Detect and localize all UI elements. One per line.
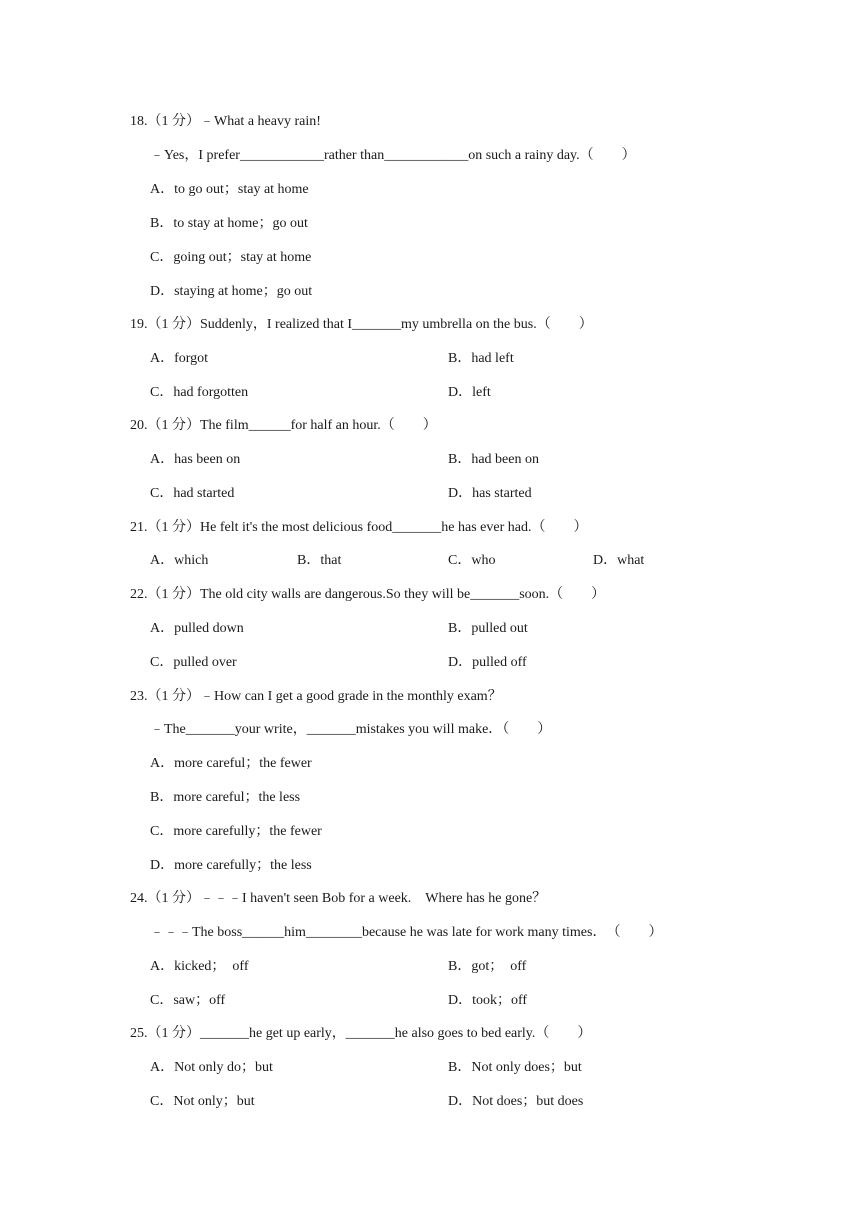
question-25-option-a[interactable]: A．Not only do；but bbox=[150, 1060, 273, 1075]
question-22-stem: 22.（1 分）The old city walls are dangerous.So they will be_______soon.（ ） bbox=[130, 587, 606, 602]
question-20-option-b[interactable]: B．had been on bbox=[448, 452, 539, 467]
question-23-stem: 23.（1 分）﹣How can I get a good grade in the monthly exam？ bbox=[130, 689, 502, 704]
question-25-option-b[interactable]: B．Not only does；but bbox=[448, 1060, 582, 1075]
question-21-option-a[interactable]: A．which bbox=[150, 553, 209, 568]
question-21-option-d[interactable]: D．what bbox=[593, 553, 645, 568]
question-23-option-b[interactable]: B．more careful；the less bbox=[150, 790, 301, 805]
question-23-option-c[interactable]: C．more carefully；the fewer bbox=[150, 824, 322, 839]
question-23-stem-reply: ﹣The_______your write，_______mistakes you will make．（ ） bbox=[150, 722, 552, 737]
question-25-option-c[interactable]: C．Not only；but bbox=[150, 1094, 255, 1109]
question-18-stem: 18.（1 分）﹣What a heavy rain! bbox=[130, 114, 321, 129]
question-23-option-d[interactable]: D．more carefully；the less bbox=[150, 858, 312, 873]
question-24-stem: 24.（1 分）﹣﹣﹣I haven't seen Bob for a week. Where has he gone？ bbox=[130, 891, 547, 906]
question-20-option-d[interactable]: D．has started bbox=[448, 486, 532, 501]
question-19-option-d[interactable]: D．left bbox=[448, 385, 491, 400]
question-20-stem: 20.（1 分）The film______for half an hour.（ ） bbox=[130, 418, 437, 433]
question-24-option-a[interactable]: A．kicked； off bbox=[150, 959, 249, 974]
question-18-option-a[interactable]: A．to go out；stay at home bbox=[150, 182, 309, 197]
question-24-option-b[interactable]: B．got； off bbox=[448, 959, 527, 974]
question-18-stem-reply: ﹣Yes，I prefer____________rather than____________on such a rainy day.（ ） bbox=[150, 148, 636, 163]
question-25-stem: 25.（1 分）_______he get up early，_______he also goes to bed early.（ ） bbox=[130, 1026, 592, 1041]
question-20-option-c[interactable]: C．had started bbox=[150, 486, 235, 501]
question-19-option-b[interactable]: B．had left bbox=[448, 351, 514, 366]
question-19-option-c[interactable]: C．had forgotten bbox=[150, 385, 249, 400]
question-22-option-b[interactable]: B．pulled out bbox=[448, 621, 528, 636]
question-24-option-d[interactable]: D．took；off bbox=[448, 993, 528, 1008]
question-18-option-c[interactable]: C．going out；stay at home bbox=[150, 250, 312, 265]
question-22-option-d[interactable]: D．pulled off bbox=[448, 655, 527, 670]
question-21-stem: 21.（1 分）He felt it's the most delicious food_______he has ever had.（ ） bbox=[130, 520, 588, 535]
question-22-option-a[interactable]: A．pulled down bbox=[150, 621, 244, 636]
question-18-option-d[interactable]: D．staying at home；go out bbox=[150, 284, 313, 299]
question-20-option-a[interactable]: A．has been on bbox=[150, 452, 241, 467]
question-24-stem-reply: ﹣﹣﹣The boss______him________because he was late for work many times． （ ） bbox=[150, 925, 663, 940]
question-18-option-b[interactable]: B．to stay at home；go out bbox=[150, 216, 308, 231]
question-21-option-c[interactable]: C．who bbox=[448, 553, 496, 568]
question-24-option-c[interactable]: C．saw；off bbox=[150, 993, 226, 1008]
question-25-option-d[interactable]: D．Not does；but does bbox=[448, 1094, 584, 1109]
question-19-option-a[interactable]: A．forgot bbox=[150, 351, 209, 366]
question-22-option-c[interactable]: C．pulled over bbox=[150, 655, 237, 670]
question-19-stem: 19.（1 分）Suddenly，I realized that I_______my umbrella on the bus.（ ） bbox=[130, 317, 593, 332]
question-21-option-b[interactable]: B．that bbox=[297, 553, 342, 568]
question-23-option-a[interactable]: A．more careful；the fewer bbox=[150, 756, 312, 771]
